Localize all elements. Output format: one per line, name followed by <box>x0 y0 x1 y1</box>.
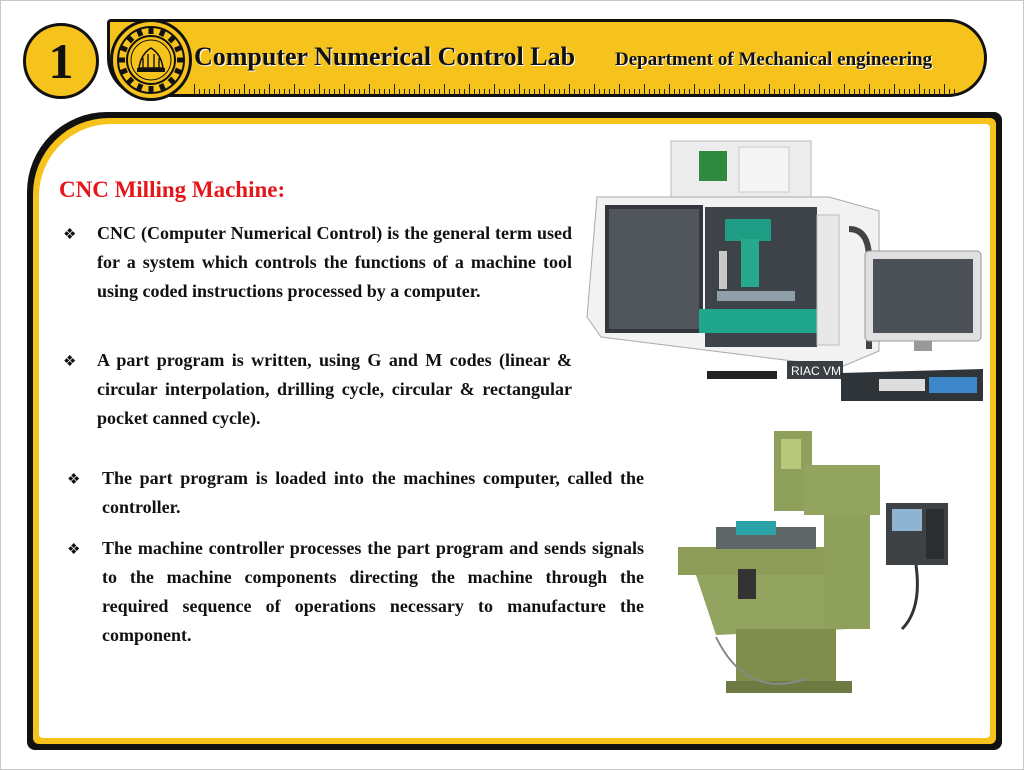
gear-seal-icon <box>113 22 189 98</box>
diamond-bullet-icon: ❖ <box>63 227 77 243</box>
slide-number-badge: 1 <box>23 23 99 99</box>
department-title: Department of Mechanical engineering <box>615 49 933 70</box>
green-milling-machine-image <box>676 429 961 699</box>
machine-label: RIAC VM <box>791 364 842 378</box>
ruler-decoration <box>194 83 958 95</box>
university-logo-icon <box>110 19 192 101</box>
bullet-paragraph-4: The machine controller processes the part program and sends signals to the machine components directing the machine through the required sequence of operations necessary to manufacture the component. <box>102 538 644 645</box>
diamond-bullet-icon: ❖ <box>67 472 81 488</box>
bullet-paragraph-2: A part program is written, using G and M codes (linear & circular interpolation, drilling cycle, circular & rectangular pocket canned cycle). <box>97 350 572 428</box>
diamond-bullet-icon: ❖ <box>63 354 77 370</box>
title-banner <box>107 19 987 97</box>
bullet-paragraph-1: CNC (Computer Numerical Control) is the general term used for a system which controls the functions of a machine tool using coded instructions processed by a computer. <box>97 223 572 301</box>
bullet-paragraph-3: The part program is loaded into the machines computer, called the controller. <box>102 468 644 517</box>
lab-title: Computer Numerical Control Lab <box>194 42 576 71</box>
diamond-bullet-icon: ❖ <box>67 542 81 558</box>
enclosed-cnc-machine-image <box>579 139 989 407</box>
section-heading: CNC Milling Machine: <box>59 177 286 202</box>
